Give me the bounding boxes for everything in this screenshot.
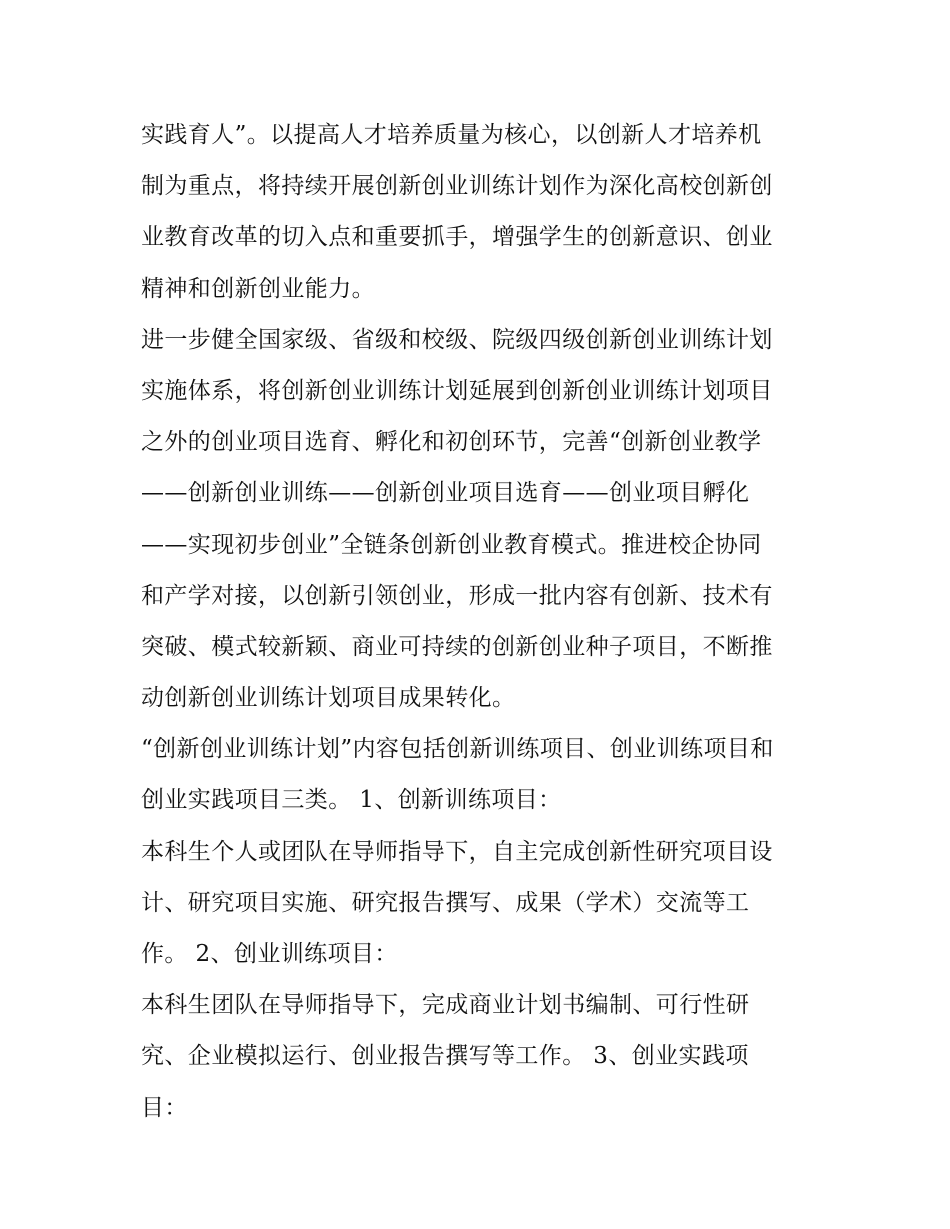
text-line: 实施体系，将创新创业训练计划延展到创新创业训练计划项目	[141, 377, 773, 404]
text-line: 本科生个人或团队在导师指导下，自主完成创新性研究项目设	[141, 838, 773, 865]
text-line: 目：	[141, 1094, 188, 1121]
text-line: “创新创业训练计划”内容包括创新训练项目、创业训练项目和	[141, 736, 774, 763]
text-line: 制为重点，将持续开展创新创业训练计划作为深化高校创新创	[141, 173, 773, 200]
text-line: 本科生团队在导师指导下，完成商业计划书编制、可行性研	[141, 992, 750, 1019]
text-line: 动创新创业训练计划项目成果转化。	[141, 685, 516, 712]
text-line: ——创新创业训练——创新创业项目选育——创业项目孵化	[141, 480, 750, 507]
text-line: 之外的创业项目选育、孵化和初创环节，完善“创新创业教学	[141, 429, 762, 456]
text-line: ——实现初步创业”全链条创新创业教育模式。推进校企协同	[141, 531, 762, 558]
text-line: 和产学对接，以创新引领创业，形成一批内容有创新、技术有	[141, 582, 773, 609]
text-line: 究、企业模拟运行、创业报告撰写等工作。 3、创业实践项	[141, 1043, 749, 1070]
text-line: 精神和创新创业能力。	[141, 275, 375, 302]
text-line: 突破、模式较新颖、商业可持续的创新创业种子项目，不断推	[141, 633, 773, 660]
body-text	[141, 110, 821, 1134]
text-line: 创业实践项目三类。 1、创新训练项目：	[141, 787, 562, 814]
text-line: 实践育人”。以提高人才培养质量为核心，以创新人才培养机	[141, 122, 762, 148]
text-line: 业教育改革的切入点和重要抓手，增强学生的创新意识、创业	[141, 224, 773, 251]
text-line: 计、研究项目实施、研究报告撰写、成果（学术）交流等工	[141, 889, 750, 916]
text-line: 作。 2、创业训练项目：	[141, 941, 398, 967]
text-line: 进一步健全国家级、省级和校级、院级四级创新创业训练计划	[141, 326, 773, 353]
